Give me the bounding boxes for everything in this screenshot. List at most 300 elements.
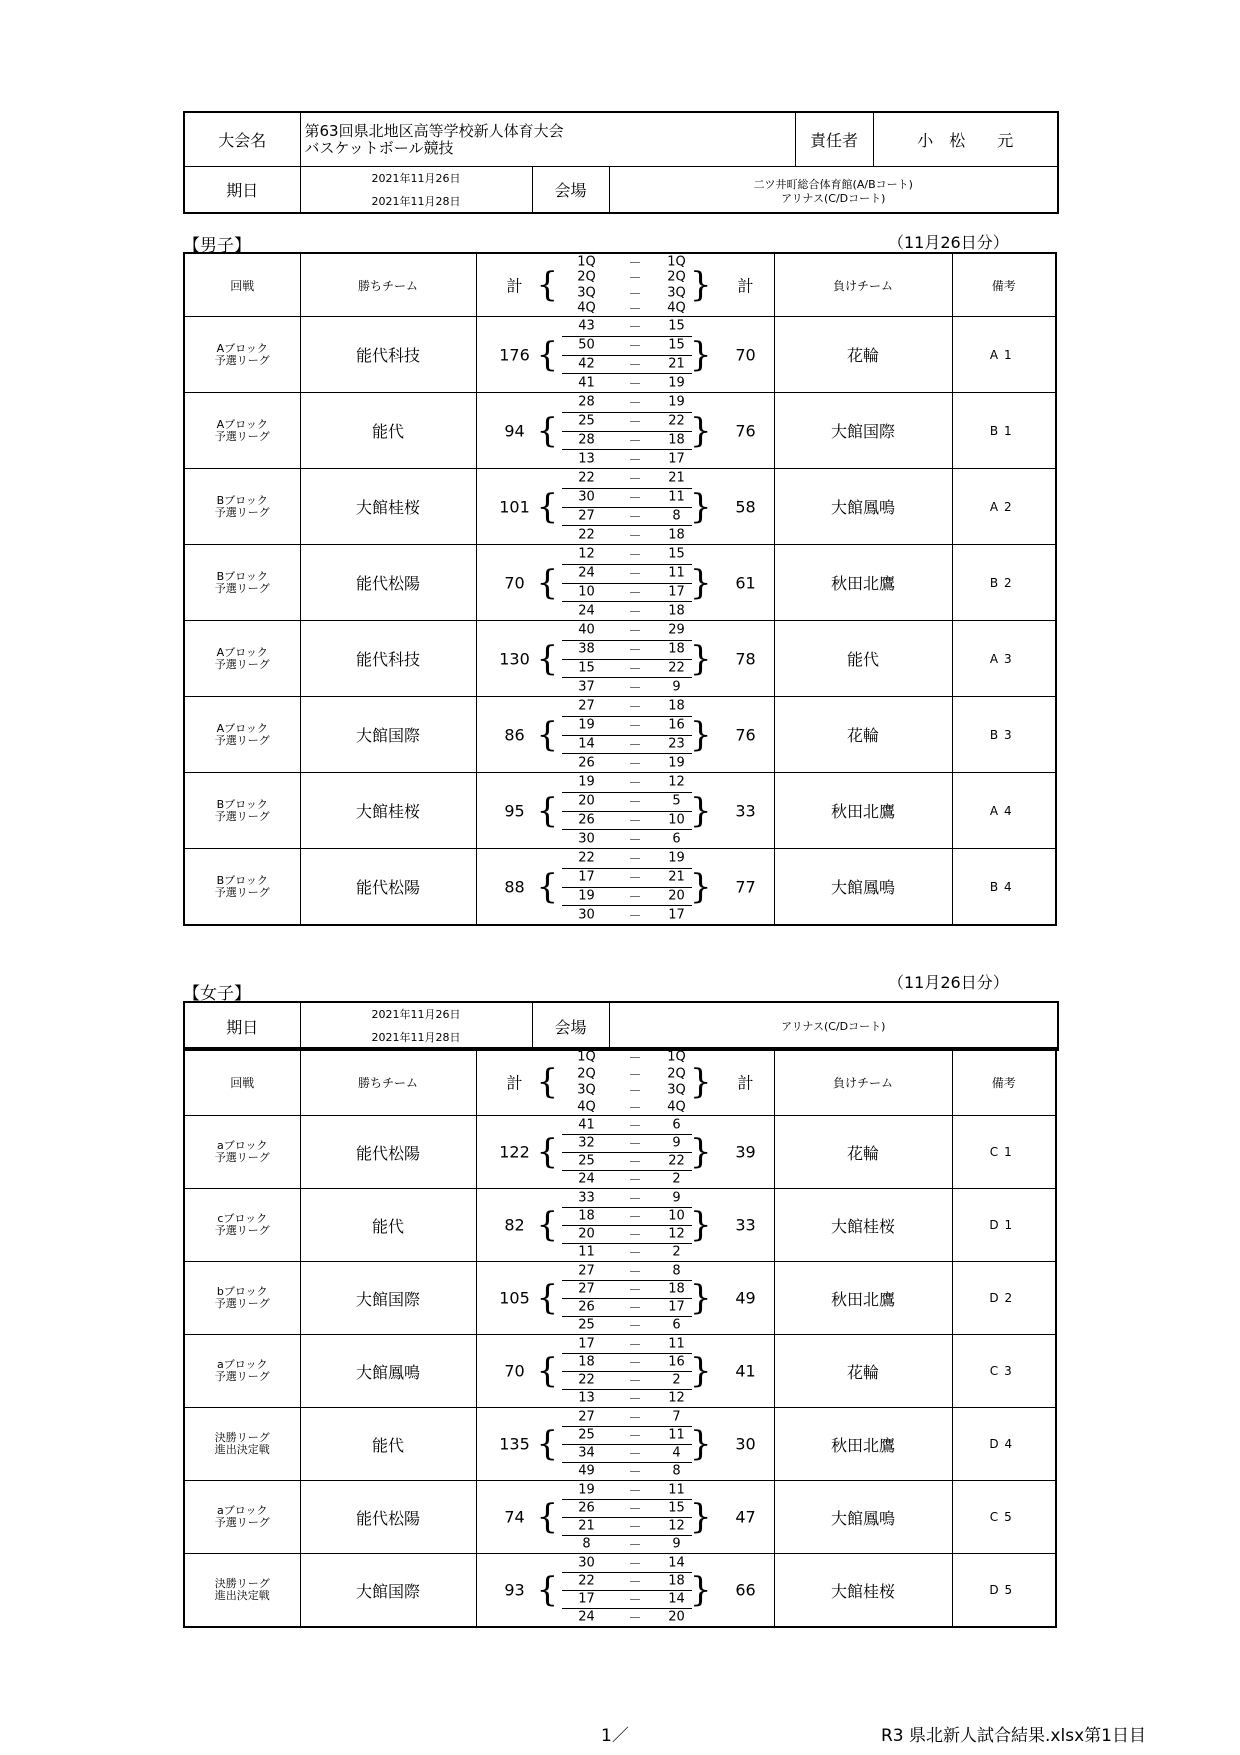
note-cell: A1 [952, 317, 1056, 393]
venue-line1: 二ツ井町総合体育館(A/Bコート) [753, 177, 913, 191]
quarter-dash: － [628, 1392, 642, 1408]
quarter-dash: － [628, 1611, 642, 1627]
quarter-score-row [477, 373, 774, 392]
loser-quarter-score: 18 [668, 698, 685, 714]
note-cell: A3 [952, 621, 1056, 697]
note-cell: C5 [952, 1481, 1056, 1554]
loser-header: 負けチーム [774, 1048, 952, 1116]
right-brace-icon: } [689, 1351, 712, 1391]
left-brace-icon: { [536, 334, 559, 375]
quarter-divider [562, 1444, 692, 1445]
score-grid [477, 1262, 774, 1334]
quarter-divider [562, 1608, 692, 1609]
quarter-divider [562, 829, 692, 830]
quarter-divider [562, 449, 692, 450]
winner-quarter-score: 12 [578, 546, 595, 562]
winner-quarter-score: 27 [578, 508, 595, 524]
round-cell [184, 469, 300, 545]
loser-quarter-score: 21 [668, 869, 685, 885]
score-cell [476, 1189, 774, 1262]
winner-team: 大館鳳鳴 [300, 1335, 476, 1408]
round-line2: 予選リーグ [214, 1370, 270, 1383]
quarter-divider [562, 905, 692, 906]
loser-total: 70 [735, 345, 756, 364]
quarter-score-row [477, 601, 774, 620]
quarter-divider [562, 1225, 692, 1226]
winner-team: 能代松陽 [300, 1116, 476, 1189]
quarter-header-row [477, 301, 774, 317]
score-grid [477, 393, 774, 468]
score-cell [476, 1408, 774, 1481]
winner-quarter-score: 40 [578, 622, 595, 638]
quarter-dash: － [628, 909, 642, 925]
winner-quarter-score: 26 [578, 1299, 595, 1315]
winner-quarter-score: 13 [578, 451, 595, 467]
winner-team: 能代松陽 [300, 545, 476, 621]
quarter-dash: － [628, 681, 642, 697]
winner-quarter-score: 17 [578, 869, 595, 885]
loser-team: 秋田北鷹 [774, 1262, 952, 1335]
quarter-dash: － [628, 1173, 642, 1189]
winner-total: 70 [504, 1361, 525, 1381]
quarter-dash: － [628, 1301, 642, 1317]
quarter-dash: － [628, 1265, 642, 1281]
loser-quarter-score: 2 [672, 1244, 681, 1260]
round-line2: 予選リーグ [214, 657, 270, 671]
quarter-score-row [477, 677, 774, 696]
winner-team: 能代 [300, 393, 476, 469]
score-grid [477, 1481, 774, 1553]
winner-quarter-score: 22 [578, 850, 595, 866]
quarter-dash: － [628, 1593, 642, 1609]
quarter-dash: － [628, 871, 642, 887]
female-header-table [183, 1001, 1059, 1051]
right-brace-icon: } [689, 866, 712, 907]
quarter-dash: － [628, 320, 642, 336]
quarter-score-row [477, 905, 774, 924]
winner-team: 能代 [300, 1189, 476, 1262]
quarter-score-row [477, 1462, 774, 1480]
winner-total: 105 [499, 1288, 530, 1308]
right-brace-icon: } [689, 790, 712, 831]
quarter-divider [562, 525, 692, 526]
winner-quarter-score: 26 [578, 812, 595, 828]
quarter-divider [562, 1280, 692, 1281]
quarter-dash: － [628, 1228, 642, 1244]
winner-team: 能代松陽 [300, 849, 476, 926]
round-line2: 予選リーグ [214, 733, 270, 747]
quarter-label-right: 4Q [667, 1099, 686, 1115]
note-cell: B2 [952, 545, 1056, 621]
game-row [184, 393, 1056, 469]
quarter-dash: － [628, 1429, 642, 1445]
score-cell [476, 621, 774, 697]
winner-quarter-score: 27 [578, 1263, 595, 1279]
quarter-dash: － [628, 453, 642, 469]
note-cell: C1 [952, 1116, 1056, 1189]
score-cell [476, 1554, 774, 1628]
quarter-score-row [477, 1408, 774, 1426]
quarter-dash: － [628, 1084, 642, 1100]
quarter-dash: － [628, 1338, 642, 1354]
winner-quarter-score: 14 [578, 736, 595, 752]
quarter-dash: － [628, 529, 642, 545]
loser-team: 能代 [774, 621, 952, 697]
loser-quarter-score: 19 [668, 375, 685, 391]
quarter-divider [562, 792, 692, 793]
quarter-dash: － [628, 1101, 642, 1116]
winner-quarter-score: 17 [578, 1336, 595, 1352]
game-row [184, 469, 1056, 545]
round-cell [184, 621, 300, 697]
loser-team: 花輪 [774, 1116, 952, 1189]
quarter-divider [562, 488, 692, 489]
loser-quarter-score: 14 [668, 1591, 685, 1607]
quarter-divider [562, 1316, 692, 1317]
score-cell [476, 545, 774, 621]
quarter-dash: － [628, 1575, 642, 1591]
round-line2: 予選リーグ [214, 809, 270, 823]
score-grid [477, 317, 774, 392]
score-cell [476, 849, 774, 926]
quarter-dash: － [628, 1557, 642, 1573]
score-grid [477, 1408, 774, 1480]
quarter-divider [562, 811, 692, 812]
quarter-score-row [477, 753, 774, 772]
loser-quarter-score: 21 [668, 470, 685, 486]
loser-team: 大館国際 [774, 393, 952, 469]
left-brace-icon: { [536, 790, 559, 831]
score-grid [477, 773, 774, 848]
game-row [184, 1408, 1056, 1481]
winner-quarter-score: 11 [578, 1244, 595, 1260]
winner-total: 82 [504, 1215, 525, 1235]
quarter-divider [562, 1426, 692, 1427]
quarter-divider [562, 336, 692, 337]
quarter-divider [562, 431, 692, 432]
loser-quarter-score: 15 [668, 546, 685, 562]
quarter-score-row [477, 1170, 774, 1188]
quarter-dash: － [628, 1538, 642, 1554]
game-row [184, 1116, 1056, 1189]
winner-header: 勝ちチーム [300, 1048, 476, 1116]
round-line1: Bブロック [216, 797, 268, 811]
loser-header: 負けチーム [774, 253, 952, 317]
winner-quarter-score: 24 [578, 603, 595, 619]
winner-team: 大館国際 [300, 697, 476, 773]
winner-total: 74 [504, 1507, 525, 1527]
quarter-label-right: 1Q [667, 1049, 686, 1065]
winner-team: 大館国際 [300, 1554, 476, 1628]
quarter-score-row [477, 1389, 774, 1407]
quarter-score-row [477, 829, 774, 848]
quarter-score-row [477, 1189, 774, 1207]
quarter-dash: － [628, 757, 642, 773]
loser-total: 76 [735, 421, 756, 440]
winner-quarter-score: 27 [578, 1409, 595, 1425]
winner-quarter-score: 30 [578, 489, 595, 505]
quarter-score-row [477, 1481, 774, 1499]
quarter-divider [562, 868, 692, 869]
note-header: 備考 [952, 253, 1056, 317]
total-header-left: 計 [506, 276, 523, 296]
left-brace-icon: { [536, 562, 559, 603]
loser-quarter-score: 22 [668, 1153, 685, 1169]
quarter-dash: － [628, 605, 642, 621]
loser-team: 花輪 [774, 317, 952, 393]
quarter-divider [562, 1243, 692, 1244]
loser-total: 33 [735, 1215, 756, 1235]
winner-quarter-score: 49 [578, 1463, 595, 1479]
loser-quarter-score: 22 [668, 413, 685, 429]
score-grid [477, 621, 774, 696]
female-date-values [300, 1002, 532, 1050]
quarter-dash: － [628, 719, 642, 735]
note-cell: D5 [952, 1554, 1056, 1628]
loser-quarter-score: 15 [668, 318, 685, 334]
score-cell [476, 773, 774, 849]
note-cell: A4 [952, 773, 1056, 849]
winner-quarter-score: 30 [578, 907, 595, 923]
loser-team: 花輪 [774, 1335, 952, 1408]
loser-quarter-score: 17 [668, 907, 685, 923]
quarter-score-row [477, 849, 774, 868]
score-grid [477, 1189, 774, 1261]
loser-quarter-score: 19 [668, 755, 685, 771]
round-line2: 予選リーグ [214, 581, 270, 595]
round-line2: 予選リーグ [214, 1151, 270, 1164]
round-cell [184, 545, 300, 621]
score-cell [476, 469, 774, 545]
quarter-score-row [477, 1262, 774, 1280]
loser-total: 41 [735, 1361, 756, 1381]
quarter-dash: － [628, 1484, 642, 1500]
winner-quarter-score: 19 [578, 888, 595, 904]
game-row [184, 317, 1056, 393]
quarter-divider [562, 355, 692, 356]
loser-quarter-score: 7 [672, 1409, 681, 1425]
winner-quarter-score: 24 [578, 565, 595, 581]
score-cell [476, 1481, 774, 1554]
score-grid [477, 1335, 774, 1407]
winner-team: 能代科技 [300, 317, 476, 393]
right-brace-icon: } [689, 410, 712, 451]
quarter-dash: － [628, 415, 642, 431]
quarter-dash: － [628, 1210, 642, 1226]
winner-quarter-score: 22 [578, 1372, 595, 1388]
female-date-line1: 2021年11月26日 [371, 1008, 461, 1021]
round-cell [184, 697, 300, 773]
score-grid [477, 849, 774, 924]
quarter-dash: － [628, 1374, 642, 1390]
quarter-dash: － [628, 833, 642, 849]
loser-quarter-score: 6 [672, 831, 681, 847]
winner-quarter-score: 32 [578, 1135, 595, 1151]
loser-total: 33 [735, 801, 756, 820]
loser-total: 61 [735, 573, 756, 592]
winner-quarter-score: 15 [578, 660, 595, 676]
winner-total: 88 [504, 877, 525, 896]
date-line2: 2021年11月28日 [371, 194, 461, 208]
quarters-header-grid [477, 254, 774, 316]
quarter-score-row [477, 545, 774, 564]
female-venue-label: 会場 [532, 1002, 609, 1050]
winner-quarter-score: 13 [578, 1390, 595, 1406]
loser-quarter-score: 21 [668, 356, 685, 372]
right-brace-icon: } [689, 714, 712, 755]
quarter-score-row [477, 1335, 774, 1353]
loser-quarter-score: 18 [668, 432, 685, 448]
female-results-table [183, 1047, 1057, 1628]
winner-quarter-score: 18 [578, 1208, 595, 1224]
note-cell: D2 [952, 1262, 1056, 1335]
loser-team: 秋田北鷹 [774, 545, 952, 621]
quarter-dash: － [628, 1283, 642, 1299]
note-cell: D1 [952, 1189, 1056, 1262]
winner-quarter-score: 25 [578, 413, 595, 429]
winner-quarter-score: 22 [578, 527, 595, 543]
right-brace-icon: } [689, 1497, 712, 1537]
event-header-table [183, 111, 1059, 214]
loser-quarter-score: 6 [672, 1317, 681, 1333]
winner-total: 93 [504, 1580, 525, 1600]
quarter-dash: － [628, 890, 642, 906]
male-section-label: 【男子】 [183, 236, 251, 256]
quarter-dash: － [628, 1119, 642, 1135]
total-header-right: 計 [737, 276, 754, 296]
quarter-dash: － [628, 1155, 642, 1171]
quarter-dash: － [628, 1192, 642, 1208]
loser-quarter-score: 8 [672, 1463, 681, 1479]
quarter-dash: － [628, 358, 642, 374]
loser-quarter-score: 2 [672, 1171, 681, 1187]
quarter-score-row [477, 1535, 774, 1553]
quarter-dash: － [628, 643, 642, 659]
loser-quarter-score: 16 [668, 717, 685, 733]
quarter-dash: － [628, 795, 642, 811]
quarter-dash: － [628, 377, 642, 393]
game-row [184, 621, 1056, 697]
quarter-label-right: 2Q [667, 269, 686, 285]
winner-total: 122 [499, 1142, 530, 1162]
winner-quarter-score: 22 [578, 470, 595, 486]
round-cell [184, 317, 300, 393]
quarter-dash: － [628, 814, 642, 830]
loser-quarter-score: 18 [668, 603, 685, 619]
quarter-divider [562, 373, 692, 374]
left-brace-icon: { [536, 714, 559, 755]
event-name-line1: 第63回県北地区高等学校新人体育大会 [304, 121, 564, 140]
quarter-label-right: 4Q [667, 300, 686, 316]
quarter-label-left: 4Q [577, 1099, 596, 1115]
quarter-divider [562, 716, 692, 717]
loser-quarter-score: 12 [668, 1390, 685, 1406]
quarter-dash: － [628, 1356, 642, 1372]
loser-quarter-score: 23 [668, 736, 685, 752]
round-cell [184, 1116, 300, 1189]
manager-name: 小 松 元 [873, 112, 1058, 167]
quarter-dash: － [628, 434, 642, 450]
right-brace-icon: } [689, 1570, 712, 1610]
loser-quarter-score: 11 [668, 489, 685, 505]
loser-quarter-score: 11 [668, 1427, 685, 1443]
quarter-dash: － [628, 738, 642, 754]
winner-quarter-score: 19 [578, 774, 595, 790]
quarter-divider [562, 887, 692, 888]
score-cell [476, 697, 774, 773]
quarter-dash: － [628, 1068, 642, 1084]
loser-quarter-score: 16 [668, 1354, 685, 1370]
quarter-label-left: 4Q [577, 300, 596, 316]
quarter-header-row [477, 254, 774, 270]
file-name: R3 県北新人試合結果.xlsx第1日目 [881, 1726, 1146, 1746]
loser-total: 66 [735, 1580, 756, 1600]
quarter-dash: － [628, 339, 642, 355]
quarter-divider [562, 1207, 692, 1208]
quarter-label-left: 2Q [577, 269, 596, 285]
winner-quarter-score: 28 [578, 432, 595, 448]
loser-quarter-score: 29 [668, 622, 685, 638]
winner-total: 101 [499, 497, 530, 516]
quarter-label-right: 2Q [667, 1066, 686, 1082]
winner-quarter-score: 20 [578, 793, 595, 809]
quarter-label-right: 3Q [667, 1082, 686, 1098]
loser-team: 花輪 [774, 697, 952, 773]
left-brace-icon: { [536, 486, 559, 527]
male-results-table [183, 252, 1057, 926]
winner-quarter-score: 26 [578, 1500, 595, 1516]
round-line2: 予選リーグ [214, 353, 270, 367]
quarter-score-row [477, 1608, 774, 1626]
quarter-divider [562, 1517, 692, 1518]
round-line1: bブロック [216, 1285, 268, 1298]
male-date-note: （11月26日分） [888, 233, 1009, 252]
winner-quarter-score: 21 [578, 1518, 595, 1534]
female-section-label: 【女子】 [183, 984, 251, 1004]
quarter-score-row [477, 697, 774, 716]
winner-quarter-score: 34 [578, 1445, 595, 1461]
quarter-divider [562, 1134, 692, 1135]
winner-quarter-score: 50 [578, 337, 595, 353]
quarter-score-row [477, 525, 774, 544]
quarter-label-right: 1Q [667, 254, 686, 270]
loser-total: 49 [735, 1288, 756, 1308]
date-values [300, 167, 532, 214]
round-cell [184, 393, 300, 469]
left-brace-icon: { [536, 866, 559, 907]
quarter-dash: － [628, 1246, 642, 1262]
left-brace-icon: { [536, 1132, 559, 1172]
note-cell: B3 [952, 697, 1056, 773]
female-date-line2: 2021年11月28日 [371, 1031, 461, 1044]
loser-quarter-score: 18 [668, 1573, 685, 1589]
quarter-score-row [477, 773, 774, 792]
winner-quarter-score: 25 [578, 1317, 595, 1333]
round-line1: aブロック [216, 1504, 268, 1517]
quarter-dash: － [628, 567, 642, 583]
winner-quarter-score: 20 [578, 1226, 595, 1242]
round-line1: cブロック [217, 1212, 268, 1225]
winner-quarter-score: 10 [578, 584, 595, 600]
event-name [300, 112, 795, 167]
score-grid [477, 697, 774, 772]
note-cell: B4 [952, 849, 1056, 926]
quarters-header [476, 1048, 774, 1116]
loser-quarter-score: 20 [668, 888, 685, 904]
round-line1: aブロック [216, 1358, 268, 1371]
round-header: 回戦 [184, 253, 300, 317]
loser-quarter-score: 6 [672, 1117, 681, 1133]
